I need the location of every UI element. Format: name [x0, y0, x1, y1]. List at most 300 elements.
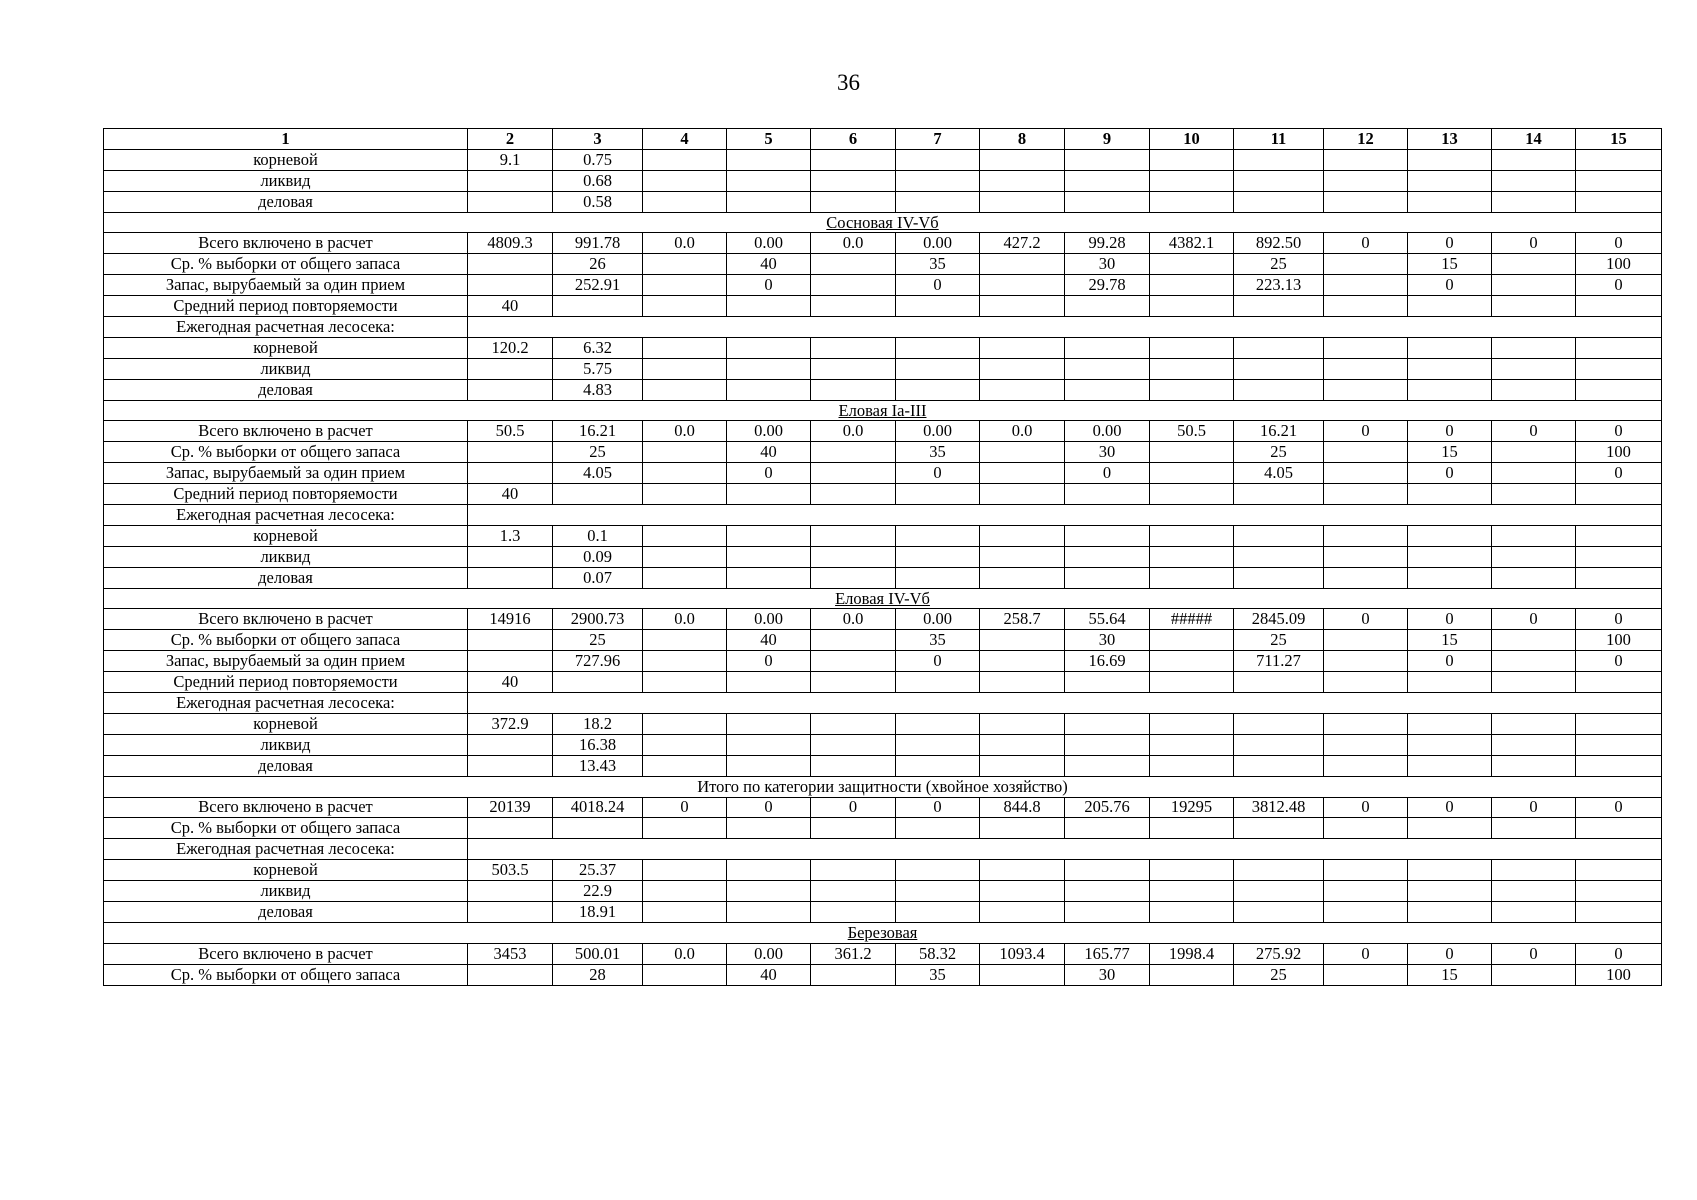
table-row — [104, 881, 1662, 902]
table-cell — [643, 755, 727, 776]
table-cell — [1234, 358, 1324, 379]
table-cell — [811, 901, 896, 922]
table-cell — [1234, 818, 1324, 839]
table-cell: 165.77 — [1065, 943, 1150, 964]
table-row — [104, 421, 1662, 442]
table-cell — [1150, 964, 1234, 985]
table-cell: 100 — [1576, 254, 1662, 275]
table-cell: 29.78 — [1065, 275, 1150, 296]
table-cell — [811, 191, 896, 212]
table-cell: 9.1 — [468, 149, 553, 170]
table-cell: 120.2 — [468, 337, 553, 358]
table-cell — [980, 567, 1065, 588]
table-cell: 55.64 — [1065, 609, 1150, 630]
table-cell — [727, 818, 811, 839]
table-cell — [468, 881, 553, 902]
table-cell — [1492, 191, 1576, 212]
column-header-7: 7 — [896, 129, 980, 150]
table-cell: 0.00 — [727, 609, 811, 630]
table-row — [104, 191, 1662, 212]
table-cell — [468, 170, 553, 191]
table-cell — [811, 755, 896, 776]
row-label: Ср. % выборки от общего запаса — [104, 630, 468, 651]
table-cell — [811, 734, 896, 755]
table-cell: 361.2 — [811, 943, 896, 964]
table-cell — [643, 484, 727, 505]
column-header-15: 15 — [1576, 129, 1662, 150]
table-cell: 30 — [1065, 254, 1150, 275]
table-row — [104, 860, 1662, 881]
table-cell: 0 — [1324, 233, 1408, 254]
table-cell: 0 — [896, 797, 980, 818]
table-cell — [1150, 860, 1234, 881]
table-cell: 0 — [896, 463, 980, 484]
table-body — [104, 149, 1662, 985]
table-cell: 892.50 — [1234, 233, 1324, 254]
row-label: корневой — [104, 713, 468, 734]
table-cell — [980, 337, 1065, 358]
row-label: деловая — [104, 191, 468, 212]
table-cell: 40 — [468, 296, 553, 317]
table-cell — [643, 901, 727, 922]
table-cell: 25 — [1234, 964, 1324, 985]
table-cell: 40 — [727, 630, 811, 651]
column-header-5: 5 — [727, 129, 811, 150]
table-cell — [1324, 964, 1408, 985]
column-header-13: 13 — [1408, 129, 1492, 150]
table-cell — [1492, 442, 1576, 463]
table-cell — [1492, 525, 1576, 546]
table-cell — [1576, 149, 1662, 170]
table-cell: 22.9 — [553, 881, 643, 902]
table-row — [104, 609, 1662, 630]
table-cell — [811, 546, 896, 567]
table-cell: 16.21 — [1234, 421, 1324, 442]
row-label: Ежегодная расчетная лесосека: — [104, 839, 468, 860]
table-cell: 1.3 — [468, 525, 553, 546]
column-header-2: 2 — [468, 129, 553, 150]
table-cell — [643, 651, 727, 672]
table-cell — [727, 525, 811, 546]
table-cell: 40 — [727, 442, 811, 463]
table-cell — [1150, 463, 1234, 484]
table-cell: 3453 — [468, 943, 553, 964]
table-cell — [896, 379, 980, 400]
table-cell — [468, 630, 553, 651]
table-cell — [1324, 672, 1408, 693]
table-cell: 25 — [1234, 442, 1324, 463]
table-cell — [727, 337, 811, 358]
column-header-10: 10 — [1150, 129, 1234, 150]
table-cell — [1065, 525, 1150, 546]
table-cell: 275.92 — [1234, 943, 1324, 964]
table-cell — [1492, 546, 1576, 567]
table-cell: 1998.4 — [1150, 943, 1234, 964]
row-label: Запас, вырубаемый за один прием — [104, 651, 468, 672]
table-cell — [468, 442, 553, 463]
table-cell: 844.8 — [980, 797, 1065, 818]
table-cell: 0 — [1408, 651, 1492, 672]
table-cell: 503.5 — [468, 860, 553, 881]
table-cell — [980, 546, 1065, 567]
table-cell — [1065, 379, 1150, 400]
table-cell — [468, 546, 553, 567]
section-row — [104, 212, 1662, 233]
table-row — [104, 170, 1662, 191]
table-cell — [980, 149, 1065, 170]
table-cell — [1150, 630, 1234, 651]
table-cell — [811, 964, 896, 985]
table-cell — [468, 901, 553, 922]
row-label: ликвид — [104, 881, 468, 902]
table-cell: 18.91 — [553, 901, 643, 922]
table-cell: 4809.3 — [468, 233, 553, 254]
table-cell — [1065, 881, 1150, 902]
table-cell — [1065, 149, 1150, 170]
table-cell: 258.7 — [980, 609, 1065, 630]
forest-calculation-table — [103, 128, 1662, 986]
table-cell — [1324, 818, 1408, 839]
table-cell — [553, 484, 643, 505]
table-cell — [980, 379, 1065, 400]
table-cell — [468, 651, 553, 672]
table-cell: 3812.48 — [1234, 797, 1324, 818]
table-cell: 0 — [1408, 421, 1492, 442]
table-cell: 15 — [1408, 442, 1492, 463]
table-cell: 0 — [1492, 233, 1576, 254]
table-cell — [1065, 170, 1150, 191]
table-cell — [980, 901, 1065, 922]
table-cell — [1065, 713, 1150, 734]
table-row — [104, 567, 1662, 588]
table-cell — [1234, 337, 1324, 358]
table-cell — [1150, 901, 1234, 922]
table-cell — [896, 567, 980, 588]
table-cell — [896, 296, 980, 317]
table-cell — [896, 860, 980, 881]
table-cell — [1234, 546, 1324, 567]
header-row — [104, 129, 1662, 150]
table-cell — [1576, 546, 1662, 567]
table-cell: 40 — [468, 484, 553, 505]
table-row — [104, 463, 1662, 484]
table-cell — [1576, 191, 1662, 212]
table-row — [104, 943, 1662, 964]
table-cell — [1576, 881, 1662, 902]
table-row — [104, 901, 1662, 922]
table-cell — [1492, 254, 1576, 275]
table-cell: 15 — [1408, 630, 1492, 651]
table-cell — [1492, 964, 1576, 985]
table-cell — [980, 630, 1065, 651]
table-cell: 0.00 — [727, 421, 811, 442]
section-row — [104, 776, 1662, 797]
table-cell: 0 — [727, 463, 811, 484]
table-cell — [727, 484, 811, 505]
table-cell: 40 — [468, 672, 553, 693]
row-label: Всего включено в расчет — [104, 609, 468, 630]
table-cell: 1093.4 — [980, 943, 1065, 964]
table-cell — [1234, 170, 1324, 191]
table-cell — [1408, 525, 1492, 546]
table-cell — [468, 191, 553, 212]
table-cell — [468, 734, 553, 755]
row-label: Средний период повторяемости — [104, 484, 468, 505]
table-cell — [1408, 337, 1492, 358]
table-cell — [1492, 818, 1576, 839]
table-cell — [727, 170, 811, 191]
table-cell — [1324, 546, 1408, 567]
column-header-12: 12 — [1324, 129, 1408, 150]
table-cell: 0 — [727, 651, 811, 672]
table-cell — [980, 713, 1065, 734]
table-cell — [1065, 901, 1150, 922]
table-cell: 427.2 — [980, 233, 1065, 254]
table-cell — [1576, 860, 1662, 881]
table-row — [104, 379, 1662, 400]
table-cell: 35 — [896, 254, 980, 275]
table-cell — [980, 734, 1065, 755]
table-cell — [468, 463, 553, 484]
table-cell: 2845.09 — [1234, 609, 1324, 630]
table-cell — [1150, 546, 1234, 567]
table-row — [104, 337, 1662, 358]
table-cell — [1408, 672, 1492, 693]
row-label: Средний период повторяемости — [104, 672, 468, 693]
table-cell — [896, 525, 980, 546]
table-row — [104, 818, 1662, 839]
table-cell — [896, 672, 980, 693]
table-cell — [468, 358, 553, 379]
table-cell — [1150, 672, 1234, 693]
table-cell: 99.28 — [1065, 233, 1150, 254]
table-cell — [643, 734, 727, 755]
table-cell — [1150, 525, 1234, 546]
table-cell — [896, 755, 980, 776]
table-cell — [1065, 755, 1150, 776]
table-cell — [1150, 296, 1234, 317]
table-cell — [1324, 296, 1408, 317]
section-row — [104, 922, 1662, 943]
table-cell: 0 — [1324, 943, 1408, 964]
table-row — [104, 525, 1662, 546]
column-header-6: 6 — [811, 129, 896, 150]
table-cell: 4.05 — [1234, 463, 1324, 484]
table-cell — [1576, 379, 1662, 400]
table-cell — [1324, 379, 1408, 400]
table-cell — [1324, 254, 1408, 275]
table-cell — [896, 818, 980, 839]
table-cell — [980, 442, 1065, 463]
table-cell — [727, 379, 811, 400]
table-cell — [1576, 170, 1662, 191]
table-cell: 0 — [1576, 943, 1662, 964]
table-cell: 0 — [1576, 651, 1662, 672]
row-label: деловая — [104, 379, 468, 400]
table-cell — [1492, 149, 1576, 170]
label-row — [104, 693, 1662, 714]
table-row — [104, 358, 1662, 379]
table-cell — [1408, 358, 1492, 379]
table-cell — [1065, 818, 1150, 839]
table-cell: 0 — [811, 797, 896, 818]
label-row — [104, 505, 1662, 526]
row-label: ликвид — [104, 546, 468, 567]
table-cell: 4.05 — [553, 463, 643, 484]
table-row — [104, 442, 1662, 463]
table-cell — [1150, 818, 1234, 839]
table-cell: 0 — [1576, 463, 1662, 484]
table-cell — [1065, 337, 1150, 358]
table-cell: 100 — [1576, 442, 1662, 463]
table-cell — [1492, 358, 1576, 379]
table-cell — [643, 713, 727, 734]
column-header-14: 14 — [1492, 129, 1576, 150]
table-cell — [896, 713, 980, 734]
table-cell: 711.27 — [1234, 651, 1324, 672]
row-label: Ежегодная расчетная лесосека: — [104, 505, 468, 526]
table-cell — [1150, 567, 1234, 588]
table-cell — [1324, 358, 1408, 379]
row-label: Ср. % выборки от общего запаса — [104, 254, 468, 275]
table-cell — [643, 379, 727, 400]
table-cell: 0 — [896, 275, 980, 296]
table-row — [104, 546, 1662, 567]
table-cell — [643, 525, 727, 546]
table-cell — [1150, 337, 1234, 358]
table-cell — [727, 149, 811, 170]
table-cell: 25 — [553, 442, 643, 463]
table-cell — [727, 672, 811, 693]
table-cell: 0 — [1408, 463, 1492, 484]
table-cell: 4382.1 — [1150, 233, 1234, 254]
row-label: корневой — [104, 860, 468, 881]
table-cell — [980, 358, 1065, 379]
table-cell — [553, 818, 643, 839]
table-cell — [1234, 484, 1324, 505]
table-cell: 0.0 — [811, 233, 896, 254]
table-cell — [980, 881, 1065, 902]
table-cell — [1576, 296, 1662, 317]
table-cell: 18.2 — [553, 713, 643, 734]
table-cell — [811, 442, 896, 463]
table-cell — [468, 839, 1662, 860]
column-header-11: 11 — [1234, 129, 1324, 150]
table-cell — [811, 275, 896, 296]
row-label: деловая — [104, 901, 468, 922]
table-cell — [643, 191, 727, 212]
table-cell: 0.68 — [553, 170, 643, 191]
table-cell: 2900.73 — [553, 609, 643, 630]
table-cell — [1492, 170, 1576, 191]
page-number: 36 — [837, 70, 860, 95]
table-cell — [1150, 651, 1234, 672]
table-cell — [980, 525, 1065, 546]
column-header-4: 4 — [643, 129, 727, 150]
table-cell — [811, 296, 896, 317]
table-cell — [1324, 275, 1408, 296]
table-cell — [896, 901, 980, 922]
table-cell: 0.00 — [896, 233, 980, 254]
table-cell — [1492, 630, 1576, 651]
table-cell — [1150, 734, 1234, 755]
table-cell — [1492, 901, 1576, 922]
row-label: Запас, вырубаемый за один прием — [104, 275, 468, 296]
table-cell — [643, 170, 727, 191]
table-cell — [1324, 170, 1408, 191]
table-cell: 0 — [1492, 609, 1576, 630]
table-cell — [643, 546, 727, 567]
table-cell — [1324, 463, 1408, 484]
table-cell: 0 — [727, 797, 811, 818]
row-label: корневой — [104, 525, 468, 546]
table-cell — [980, 818, 1065, 839]
table-cell — [643, 567, 727, 588]
table-cell: 30 — [1065, 630, 1150, 651]
table-cell — [1492, 755, 1576, 776]
table-cell — [980, 755, 1065, 776]
table-cell: 0 — [1324, 609, 1408, 630]
table-cell — [1150, 484, 1234, 505]
table-cell — [1408, 901, 1492, 922]
table-row — [104, 233, 1662, 254]
table-cell — [1324, 149, 1408, 170]
table-cell — [1065, 860, 1150, 881]
table-row — [104, 254, 1662, 275]
table-cell — [1408, 755, 1492, 776]
table-cell: 0 — [1408, 233, 1492, 254]
table-cell — [811, 337, 896, 358]
table-cell: 372.9 — [468, 713, 553, 734]
table-cell: 0.0 — [980, 421, 1065, 442]
table-cell — [1492, 881, 1576, 902]
table-cell — [643, 818, 727, 839]
row-label: Ср. % выборки от общего запаса — [104, 442, 468, 463]
column-header-1: 1 — [104, 129, 468, 150]
table-cell — [1324, 651, 1408, 672]
table-cell: 0.58 — [553, 191, 643, 212]
table-cell: 0.0 — [811, 421, 896, 442]
table-cell: 25.37 — [553, 860, 643, 881]
table-cell: 0 — [643, 797, 727, 818]
table-row — [104, 296, 1662, 317]
table-cell: 0 — [1576, 275, 1662, 296]
table-cell: 0.0 — [643, 609, 727, 630]
table-cell: 0 — [1408, 797, 1492, 818]
table-cell: 40 — [727, 254, 811, 275]
row-label: ликвид — [104, 170, 468, 191]
table-cell — [1150, 254, 1234, 275]
table-cell — [896, 149, 980, 170]
table-row — [104, 630, 1662, 651]
column-header-9: 9 — [1065, 129, 1150, 150]
table-cell — [1150, 713, 1234, 734]
table-cell — [1408, 296, 1492, 317]
table-cell: 0 — [1576, 421, 1662, 442]
table-cell — [1150, 275, 1234, 296]
section-row — [104, 400, 1662, 421]
table-cell: 0 — [1324, 421, 1408, 442]
table-cell — [1065, 484, 1150, 505]
table-cell — [980, 672, 1065, 693]
table-cell: 15 — [1408, 254, 1492, 275]
table-cell — [1324, 713, 1408, 734]
table-cell — [1492, 713, 1576, 734]
table-cell: 0 — [1492, 797, 1576, 818]
table-cell: 15 — [1408, 964, 1492, 985]
table-cell — [727, 358, 811, 379]
table-cell — [980, 170, 1065, 191]
